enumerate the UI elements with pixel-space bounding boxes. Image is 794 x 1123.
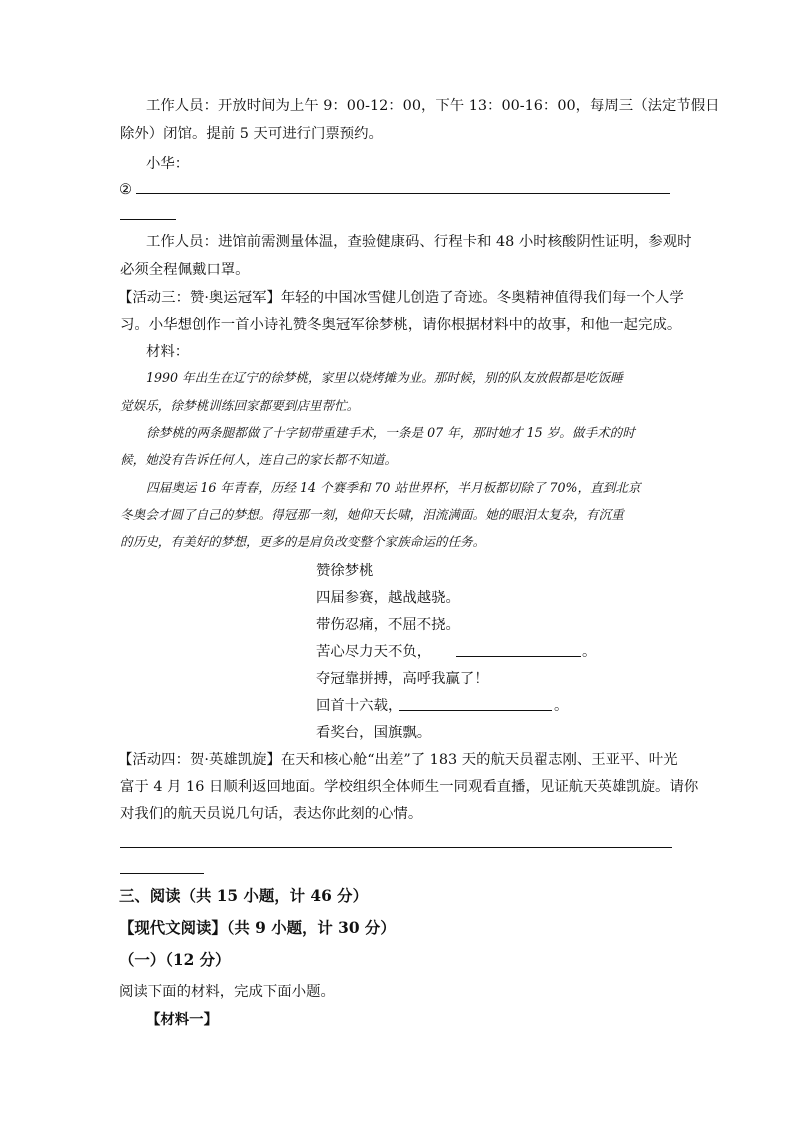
activity-3-line-1: 【活动三：赞·奥运冠军】年轻的中国冰雪健儿创造了奇迹。冬奥精神值得我们每一个人学: [118, 290, 684, 306]
answer-blank-line-continued[interactable]: [120, 219, 176, 220]
staff-reply-line-1: 工作人员：开放时间为上午 9：00-12：00，下午 13：00-16：00，每周三（法定节假日: [146, 98, 720, 114]
poem-line: 看奖台，国旗飘。: [316, 725, 432, 741]
material-1-label: 【材料一】: [146, 1011, 218, 1028]
modern-reading-heading: 【现代文阅读】（共 9 小题，计 30 分）: [119, 919, 396, 937]
material-line: 候，她没有告诉任何人，连自己的家长都不知道。: [120, 452, 398, 467]
poem-line: 回首十六载，: [316, 698, 403, 714]
material-label: 材料：: [146, 344, 190, 360]
poem-blank-2[interactable]: [399, 710, 552, 711]
poem-line: 四届参赛，越战越骁。: [316, 590, 460, 606]
material-line: 徐梦桃的两条腿都做了十字韧带重建手术，一条是 07 年，那时她才 15 岁。做手术的时: [146, 425, 635, 440]
material-line: 四届奥运 16 年青春，历经 14 个赛季和 70 站世界杯，半月板都切除了 70%，直到北京: [146, 480, 641, 495]
staff-reply-2-line-1: 工作人员：进馆前需测量体温，查验健康码、行程卡和 48 小时核酸阴性证明，参观时: [146, 234, 692, 250]
poem-blank-1[interactable]: [456, 656, 581, 657]
answer-line-continued[interactable]: [120, 873, 204, 874]
staff-reply-line-2: 除外）闭馆。提前 5 天可进行门票预约。: [120, 126, 383, 142]
poem-title: 赞徐梦桃: [316, 563, 374, 579]
xiaohua-speaker: 小华：: [146, 156, 190, 172]
material-line: 冬奥会才圆了自己的梦想。得冠那一刻，她仰天长啸，泪流满面。她的眼泪太复杂，有沉重: [120, 507, 624, 522]
activity-4-line-3: 对我们的航天员说几句话，表达你此刻的心情。: [120, 806, 423, 822]
poem-blank-2-punct: 。: [554, 698, 569, 714]
section-3-heading: 三、阅读（共 15 小题，计 46 分）: [119, 887, 368, 905]
activity-4-line-2: 富于 4 月 16 日顺利返回地面。学校组织全体师生一同观看直播，见证航天英雄凯旋。请你: [120, 779, 699, 795]
blank-number-2: ②: [119, 182, 132, 198]
answer-blank-line[interactable]: [136, 193, 670, 194]
activity-4-line-1: 【活动四：贺·英雄凯旋】在天和核心舱“出差”了 183 天的航天员翟志刚、王亚平、叶光: [118, 752, 678, 768]
poem-blank-1-punct: 。: [582, 644, 597, 660]
material-line: 的历史，有美好的梦想，更多的是肩负改变整个家族命运的任务。: [120, 534, 486, 549]
material-line: 1990 年出生在辽宁的徐梦桃，家里以烧烤摊为业。那时候，别的队友放假都是吃饭睡: [146, 370, 623, 385]
poem-line: 苦心尽力天不负，: [316, 644, 432, 660]
activity-3-line-2: 习。小华想创作一首小诗礼赞冬奥冠军徐梦桃，请你根据材料中的故事，和他一起完成。: [120, 317, 682, 333]
staff-reply-2-line-2: 必须全程佩戴口罩。: [120, 262, 250, 278]
part-1-heading: （一）（12 分）: [119, 951, 231, 969]
answer-line[interactable]: [120, 847, 672, 848]
poem-line: 带伤忍痛，不屈不挠。: [316, 617, 460, 633]
reading-instruction: 阅读下面的材料，完成下面小题。: [119, 984, 335, 1000]
material-line: 觉娱乐，徐梦桃训练回家都要到店里帮忙。: [120, 398, 360, 413]
poem-line: 夺冠靠拼搏，高呼我赢了！: [316, 671, 489, 687]
